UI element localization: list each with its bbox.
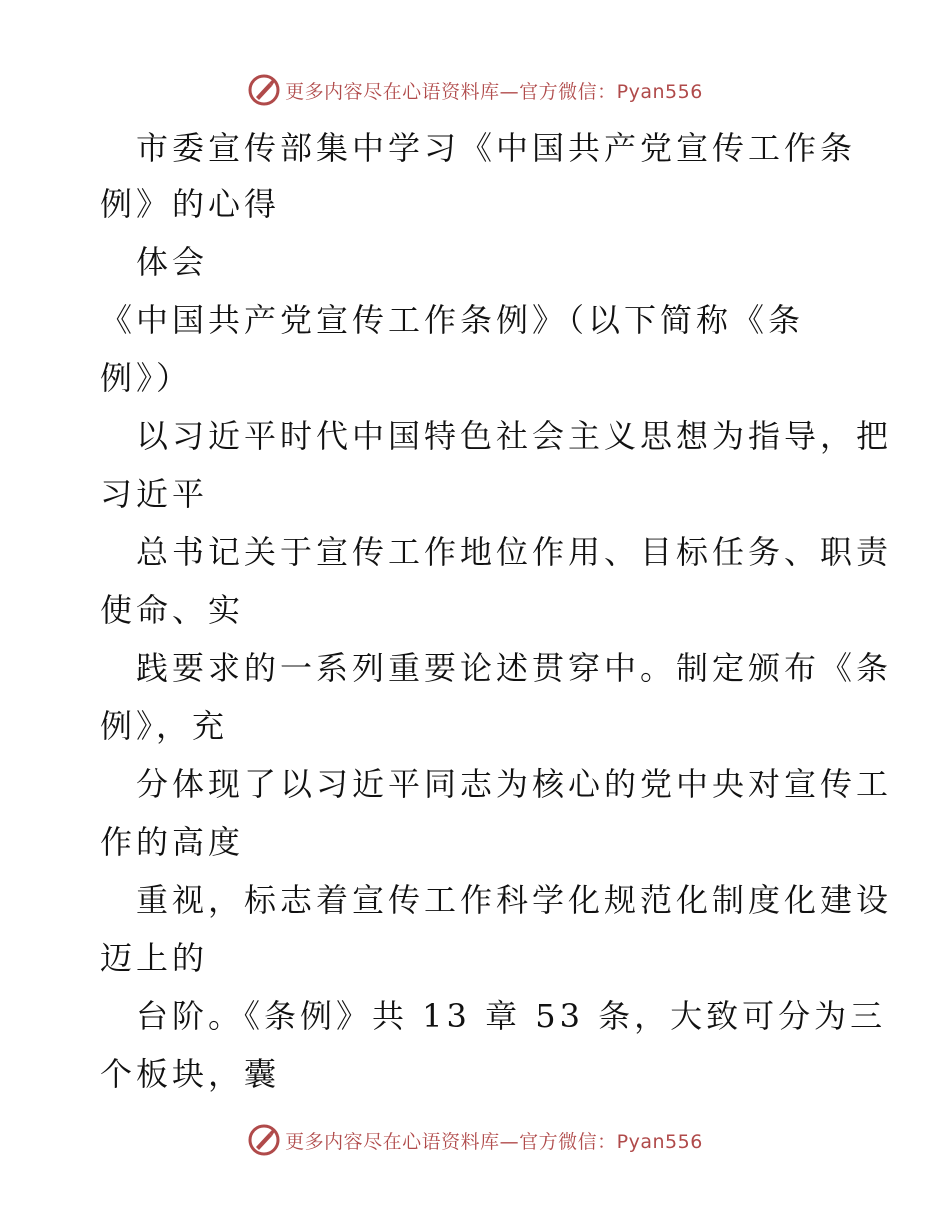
text-line: 个板块，囊 [100, 1055, 281, 1093]
text-line: 市委宣传部集中学习《中国共产党宣传工作条 [136, 129, 857, 167]
text-line: 体会 [136, 243, 209, 281]
header-watermark [0, 70, 950, 110]
text-line: 例》，充 [100, 707, 229, 745]
text-line: 例》的心得 [100, 185, 281, 223]
pen-seal-logo-icon [247, 1123, 281, 1157]
text-line: 分体现了以习近平同志为核心的党中央对宣传工 [136, 765, 893, 803]
text-line: 习近平 [100, 475, 209, 513]
text-line: 以习近平时代中国特色社会主义思想为指导，把 [136, 417, 893, 455]
text-line: 例》） [100, 359, 193, 397]
text-line: 《中国共产党宣传工作条例》（以下简称《条 [100, 301, 805, 339]
text-line: 重视，标志着宣传工作科学化规范化制度化建设 [136, 881, 893, 919]
watermark-text: 更多内容尽在心语资料库—官方微信：Pyan556 [285, 1130, 703, 1153]
text-line: 作的高度 [100, 823, 245, 861]
text-line: 迈上的 [100, 939, 209, 977]
text-line: 使命、实 [100, 591, 245, 629]
watermark-text: 更多内容尽在心语资料库—官方微信：Pyan556 [285, 80, 703, 103]
text-line: 总书记关于宣传工作地位作用、目标任务、职责 [136, 533, 893, 571]
text-line: 台阶。《条例》共 13 章 53 条，大致可分为三 [136, 997, 887, 1035]
pen-seal-logo-icon [247, 73, 281, 107]
text-line: 践要求的一系列重要论述贯穿中。制定颁布《条 [136, 649, 893, 687]
footer-watermark [0, 1120, 950, 1160]
